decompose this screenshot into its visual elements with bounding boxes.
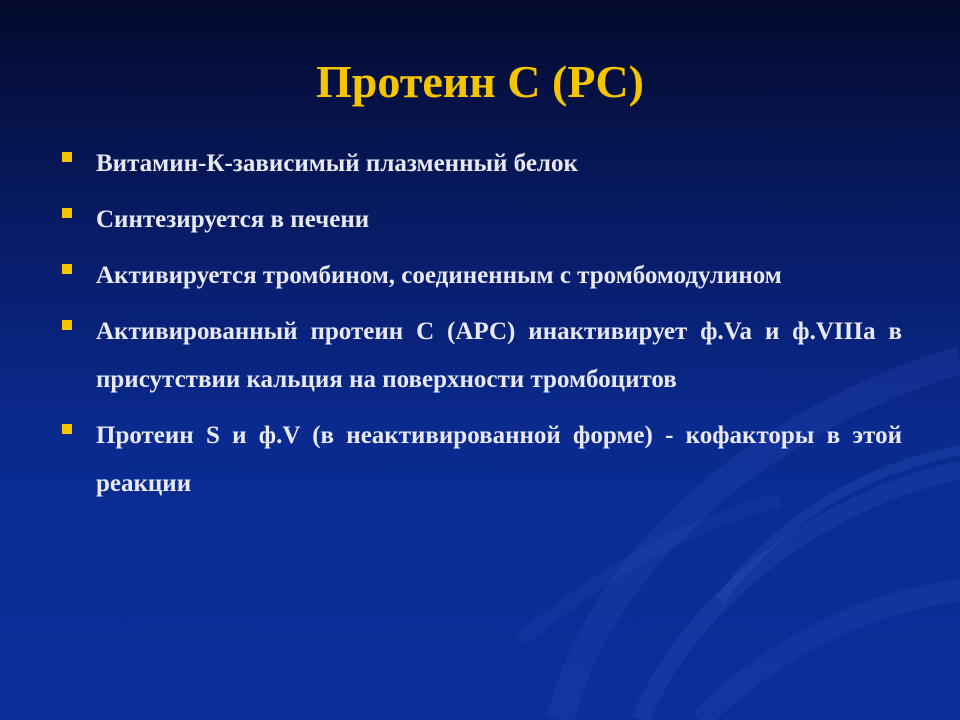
list-item bbox=[60, 196, 902, 244]
square-bullet-icon bbox=[62, 264, 72, 274]
list-item bbox=[60, 252, 902, 300]
square-bullet-icon bbox=[62, 424, 72, 434]
bullet-text: Синтезируется в печени bbox=[96, 206, 370, 233]
bullet-text: Протеин S и ф.V (в неактивированной форме) - кофакторы в этой реакции bbox=[96, 422, 902, 497]
bullet-text: Активируется тромбином, соединенным с тромбомодулином bbox=[96, 262, 782, 289]
list-item bbox=[60, 308, 902, 404]
bullet-text: Активированный протеин С (АРС) инактивирует ф.Va и ф.VIIIa в присутствии кальция на поверхности тромбоцитов bbox=[96, 318, 902, 393]
list-item bbox=[60, 412, 902, 508]
bullet-list bbox=[60, 140, 902, 516]
slide-title: Протеин С (PC) bbox=[316, 56, 644, 107]
list-item bbox=[60, 140, 902, 188]
square-bullet-icon bbox=[62, 320, 72, 330]
bullet-text: Витамин-К-зависимый плазменный белок bbox=[96, 150, 578, 177]
square-bullet-icon bbox=[62, 152, 72, 162]
square-bullet-icon bbox=[62, 208, 72, 218]
